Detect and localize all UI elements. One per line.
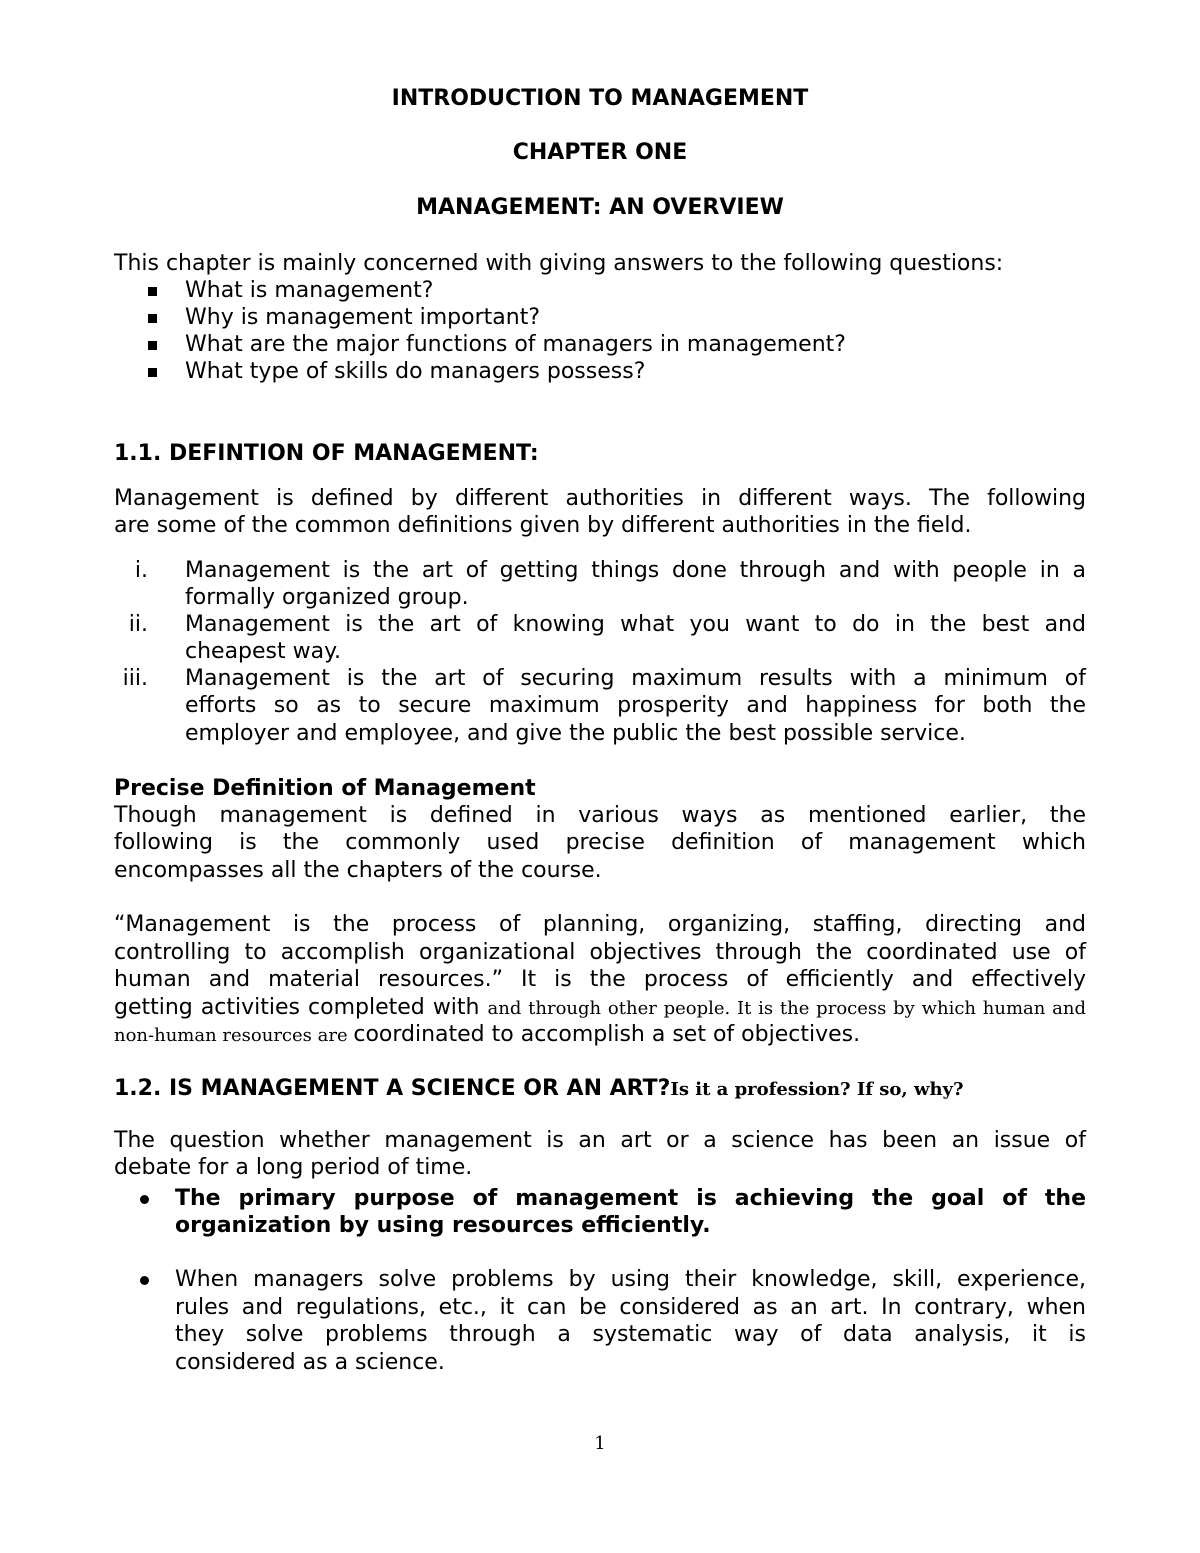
serif-span: and through other people. It is the process by which human and	[487, 998, 1087, 1019]
quote-line: controlling to accomplish organizational objectives through the coordinated use of	[114, 940, 1086, 965]
round-bullet-icon	[140, 1276, 149, 1285]
list-item: considered as a science.	[175, 1350, 445, 1375]
round-bullet-icon	[140, 1195, 149, 1204]
list-numeral: ii.	[128, 612, 148, 637]
list-item: rules and regulations, etc., it can be considered as an art. In contrary, when	[175, 1295, 1086, 1320]
list-item: Management is the art of securing maximum results with a minimum of	[185, 666, 1086, 691]
section-heading-1-2	[114, 1075, 964, 1104]
page-number: 1	[594, 1433, 606, 1454]
list-numeral: iii.	[122, 666, 148, 691]
paragraph-line: following is the commonly used precise definition of management which	[114, 830, 1086, 855]
list-item: they solve problems through a systematic way of data analysis, it is	[175, 1322, 1086, 1347]
list-item: employer and employee, and give the public the best possible service.	[185, 721, 966, 746]
mixed-font-line	[114, 994, 1086, 1023]
quote-line: human and material resources.” It is the process of efficiently and effectively	[114, 967, 1086, 992]
paragraph-line: Though management is defined in various ways as mentioned earlier, the	[114, 803, 1086, 828]
list-item: When managers solve problems by using their knowledge, skill, experience,	[175, 1267, 1086, 1292]
square-bullet-icon	[148, 287, 157, 296]
sans-span: getting activities completed with	[114, 995, 488, 1020]
square-bullet-icon	[148, 368, 157, 377]
intro-text: This chapter is mainly concerned with giving answers to the following questions:	[114, 251, 1004, 276]
list-item: The primary purpose of management is achieving the goal of the	[175, 1186, 1086, 1211]
chapter-label: CHAPTER ONE	[512, 140, 688, 165]
sans-span: coordinated to accomplish a set of objectives.	[353, 1022, 861, 1047]
list-item: What are the major functions of managers in management?	[185, 332, 846, 357]
list-item: organization by using resources efficiently.	[175, 1213, 711, 1238]
paragraph-line: are some of the common definitions given by different authorities in the field.	[114, 513, 972, 538]
section-heading-text: 1.2. IS MANAGEMENT A SCIENCE OR AN ART?	[114, 1076, 671, 1101]
list-item: cheapest way.	[185, 639, 341, 664]
list-item: What type of skills do managers possess?	[185, 359, 646, 384]
paragraph-line: debate for a long period of time.	[114, 1155, 473, 1180]
serif-span: non-human resources are	[114, 1025, 354, 1046]
paragraph-line: The question whether management is an art or a science has been an issue of	[114, 1128, 1086, 1153]
list-numeral: i.	[134, 558, 148, 583]
square-bullet-icon	[148, 314, 157, 323]
section-heading-1-1: 1.1. DEFINTION OF MANAGEMENT:	[114, 441, 539, 466]
section-heading-suffix: Is it a profession? If so, why?	[670, 1079, 964, 1100]
list-item: Why is management important?	[185, 305, 541, 330]
chapter-subtitle: MANAGEMENT: AN OVERVIEW	[416, 195, 784, 220]
precise-definition-heading: Precise Definition of Management	[114, 776, 536, 801]
paragraph-line: encompasses all the chapters of the course.	[114, 858, 602, 883]
document-title: INTRODUCTION TO MANAGEMENT	[391, 86, 809, 111]
list-item: formally organized group.	[185, 585, 469, 610]
list-item: efforts so as to secure maximum prosperity and happiness for both the	[185, 693, 1086, 718]
quote-line: “Management is the process of planning, organizing, staffing, directing and	[114, 912, 1086, 937]
list-item: Management is the art of getting things done through and with people in a	[185, 558, 1086, 583]
list-item: Management is the art of knowing what you want to do in the best and	[185, 612, 1086, 637]
square-bullet-icon	[148, 341, 157, 350]
list-item: What is management?	[185, 278, 434, 303]
paragraph-line: Management is defined by different authorities in different ways. The following	[114, 486, 1086, 511]
mixed-font-line	[114, 1021, 860, 1050]
